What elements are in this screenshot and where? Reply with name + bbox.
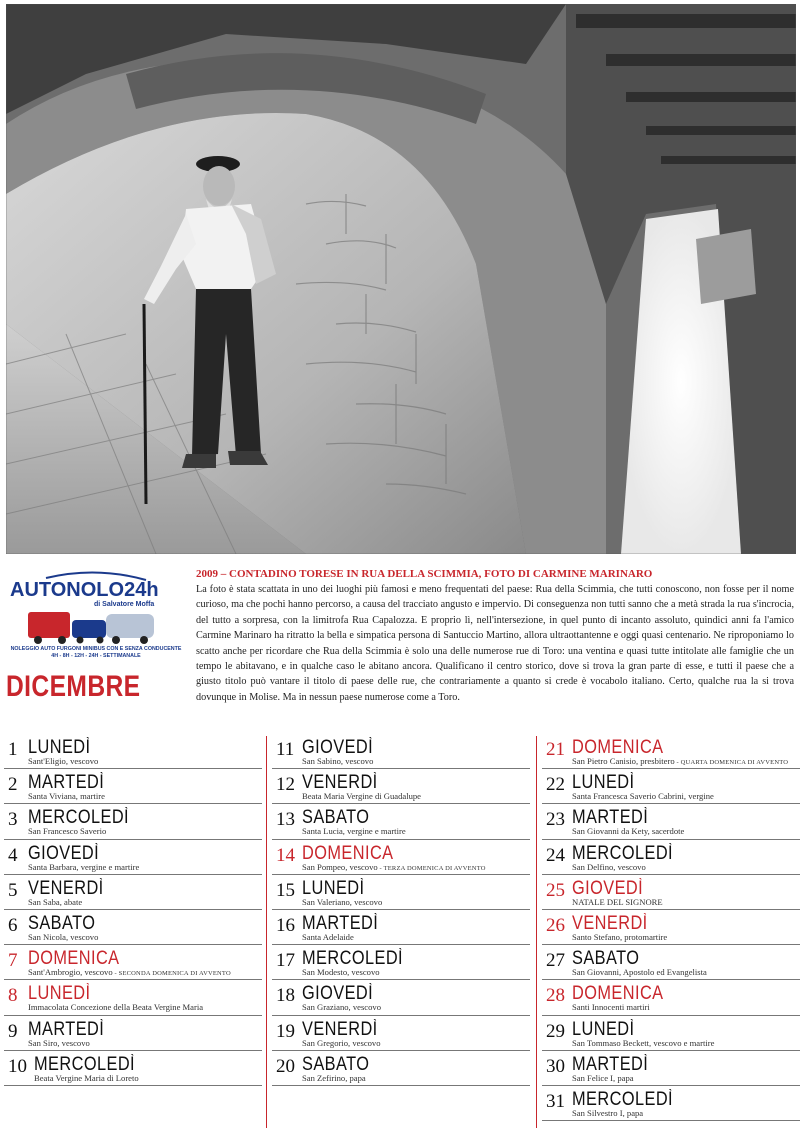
day-row — [4, 840, 262, 875]
saint-name: Sant'Eligio, vescovo — [28, 756, 99, 766]
day-number: 31 — [546, 1090, 565, 1112]
saint-of-day — [572, 756, 788, 766]
saint-of-day — [28, 826, 106, 836]
day-number: 24 — [546, 844, 565, 866]
weekday-name: MARTEDÌ — [28, 1018, 105, 1040]
day-row — [542, 840, 800, 875]
weekday-name: GIOVEDÌ — [28, 842, 100, 864]
sponsor-logo — [6, 568, 186, 660]
saint-of-day — [28, 791, 105, 801]
saint-of-day — [302, 756, 373, 766]
weekday-name: GIOVEDÌ — [572, 877, 644, 899]
day-number: 7 — [8, 950, 18, 972]
saint-of-day — [572, 1002, 650, 1012]
saint-name: San Felice I, papa — [572, 1072, 634, 1083]
saint-of-day — [302, 826, 406, 836]
weekday-name: MARTEDÌ — [302, 912, 379, 934]
day-number: 9 — [8, 1020, 18, 1042]
day-number: 3 — [8, 809, 18, 831]
saint-of-day — [28, 932, 98, 942]
day-row — [272, 1016, 530, 1051]
saint-name: Santa Francesca Saverio Cabrini, vergine — [572, 791, 714, 802]
saint-of-day — [572, 932, 667, 942]
cover-photo — [6, 4, 796, 554]
weekday-name: MARTEDÌ — [572, 807, 649, 829]
day-row — [542, 1086, 800, 1121]
day-number: 21 — [546, 739, 565, 760]
day-number: 5 — [8, 879, 18, 901]
weekday-name: MARTEDÌ — [572, 1053, 649, 1075]
month-title: DICEMBRE — [6, 670, 141, 703]
caption-title: 2009 – CONTADINO TORESE IN RUA DELLA SCIMMIA, FOTO DI CARMINE MARINARO — [196, 568, 653, 580]
day-row — [4, 769, 262, 804]
weekday-name: GIOVEDÌ — [302, 737, 374, 758]
day-row — [542, 804, 800, 839]
liturgical-note: - TERZA DOMENICA DI AVVENTO — [377, 864, 486, 872]
saint-name: Santa Barbara, vergine e martire — [28, 861, 140, 872]
saint-name: Beata Vergine Maria di Loreto — [34, 1072, 139, 1083]
weekday-name: VENERDÌ — [302, 1018, 378, 1040]
weekday-name: DOMENICA — [572, 983, 664, 1005]
weekday-name: LUNEDÌ — [302, 877, 365, 899]
saint-name: Immacolata Concezione della Beata Vergine Maria — [28, 1002, 204, 1013]
weekday-name: GIOVEDÌ — [302, 983, 374, 1005]
day-row — [272, 1051, 530, 1086]
day-row — [542, 980, 800, 1015]
weekday-name: MERCOLEDÌ — [572, 842, 674, 864]
saint-name: Santa Adelaide — [302, 931, 354, 942]
saint-of-day — [28, 1002, 203, 1012]
saint-of-day — [28, 756, 98, 766]
weekday-name: DOMENICA — [28, 948, 120, 970]
weekday-name: SABATO — [572, 948, 640, 970]
day-row — [272, 875, 530, 910]
saint-name: San Giovanni, Apostolo ed Evangelista — [572, 967, 707, 978]
weekday-name: MARTEDÌ — [28, 772, 105, 794]
saint-name: San Pompeo, vescovo — [302, 861, 378, 872]
liturgical-note: - QUARTA DOMENICA DI AVVENTO — [674, 759, 789, 766]
day-number: 23 — [546, 809, 565, 831]
caption-body: La foto è stata scattata in uno dei luoghi più famosi e meno frequentati del paese: Rua della Scimmia, che tutti conoscono, non fosse per il nome curioso, ma che pochi hanno percorso, a causa del tracciato angusto e impervio. Di conseguenza non tutti sanno che a metà strada la rua s'incrocia, del tutto a sorpresa, con la limitrofa Rua Capalozza. E proprio lì, nell'intersezione, in quel punto di incanto assoluto, quindici anni fa l'amico Carmine Marinaro ha ritratto la bella e simpatica persona di Santuccio Martino, allora ultraottantenne e oggi quasi centenario. Ne riproponiamo lo scatto anche per ricordare che Rua della Scimmia è solo una delle numerose rue di Toro: una ventina e quasi tutte intitolate alle famiglie che un tempo le abitavano, e in qualche caso le abitano ancora. Qualificano il centro storico, dove si trova la gran parte di esse, e tutti il paese che a giusto titolo può vantare il titolo di paese delle rue, che contrariamente a quanto si crede è vocabolo italiano. Certo, qualche rua la si trova dovunque in Molise. Ma in nessun paese numerose come a Toro. — [196, 584, 794, 703]
weekday-name: SABATO — [28, 912, 96, 934]
weekday-name: SABATO — [302, 1053, 370, 1075]
day-row — [542, 1051, 800, 1086]
day-row — [542, 910, 800, 945]
weekday-name: LUNEDÌ — [28, 983, 91, 1005]
day-row — [542, 875, 800, 910]
saint-name: San Saba, abate — [28, 896, 83, 907]
day-number: 14 — [276, 844, 295, 866]
saint-of-day — [302, 791, 421, 801]
day-row — [4, 875, 262, 910]
weekday-name: DOMENICA — [302, 842, 394, 864]
saint-name: Santo Stefano, protomartire — [572, 931, 668, 942]
day-row — [272, 945, 530, 980]
saint-name: San Delfino, vescovo — [572, 861, 646, 872]
day-number: 16 — [276, 914, 295, 936]
saint-of-day — [302, 1038, 381, 1048]
saint-of-day — [302, 897, 382, 907]
saint-name: Beata Maria Vergine di Guadalupe — [302, 791, 421, 802]
saint-name: San Siro, vescovo — [28, 1037, 90, 1048]
weekday-name: LUNEDÌ — [28, 737, 91, 758]
saint-of-day — [28, 897, 82, 907]
photo-caption — [196, 568, 794, 705]
day-number: 13 — [276, 809, 295, 831]
day-row — [4, 980, 262, 1015]
saint-name: San Valeriano, vescovo — [302, 896, 383, 907]
saint-of-day — [302, 862, 486, 872]
day-row — [4, 910, 262, 945]
day-row — [4, 734, 262, 769]
saint-name: San Gregorio, vescovo — [302, 1037, 381, 1048]
day-row — [542, 769, 800, 804]
calendar-column-1 — [4, 734, 262, 1086]
day-row — [272, 804, 530, 839]
saint-name: San Modesto, vescovo — [302, 967, 380, 978]
saint-name: NATALE DEL SIGNORE — [572, 896, 663, 907]
saint-of-day — [302, 1073, 366, 1083]
saint-of-day — [572, 826, 684, 836]
column-divider — [536, 736, 537, 1128]
weekday-name: VENERDÌ — [572, 912, 648, 934]
day-number: 30 — [546, 1055, 565, 1077]
day-number: 29 — [546, 1020, 565, 1042]
saint-name: San Graziano, vescovo — [302, 1002, 381, 1013]
weekday-name: MERCOLEDÌ — [572, 1088, 674, 1110]
day-number: 11 — [276, 739, 295, 760]
saint-name: San Silvestro I, papa — [572, 1107, 644, 1118]
day-number: 6 — [8, 914, 18, 936]
day-row — [4, 804, 262, 839]
day-number: 25 — [546, 879, 565, 901]
weekday-name: LUNEDÌ — [572, 1018, 635, 1040]
weekday-name: MERCOLEDÌ — [34, 1053, 136, 1075]
weekday-name: MERCOLEDÌ — [302, 948, 404, 970]
logo-durations: 4H - 8H - 12H - 24H - SETTIMANALE — [51, 653, 141, 659]
day-number: 22 — [546, 774, 565, 796]
day-row — [272, 769, 530, 804]
day-number: 4 — [8, 844, 18, 866]
logo-brand: AUTONOLO24h — [10, 579, 159, 601]
weekday-name: VENERDÌ — [28, 877, 104, 899]
day-number: 8 — [8, 985, 18, 1007]
day-number: 20 — [276, 1055, 295, 1077]
day-row — [4, 1016, 262, 1051]
saint-of-day — [28, 862, 139, 872]
column-divider — [266, 736, 267, 1128]
saint-of-day — [572, 967, 707, 977]
saint-of-day — [572, 897, 663, 907]
day-number: 10 — [8, 1055, 27, 1077]
day-row — [272, 910, 530, 945]
saint-of-day — [572, 1038, 714, 1048]
day-row — [542, 1016, 800, 1051]
day-row — [272, 734, 530, 769]
saint-name: Sant'Ambrogio, vescovo — [28, 967, 113, 978]
saint-of-day — [572, 1073, 634, 1083]
saint-of-day — [572, 791, 714, 801]
day-number: 2 — [8, 774, 18, 796]
calendar-column-3 — [542, 734, 800, 1121]
logo-owner: di Salvatore Moffa — [94, 601, 155, 608]
day-number: 26 — [546, 914, 565, 936]
weekday-name: MERCOLEDÌ — [28, 807, 130, 829]
saint-name: Santa Viviana, martire — [28, 791, 105, 802]
saint-of-day — [302, 932, 354, 942]
saint-name: San Francesco Saverio — [28, 826, 107, 837]
day-number: 28 — [546, 985, 565, 1007]
day-number: 1 — [8, 739, 18, 760]
day-number: 12 — [276, 774, 295, 796]
saint-name: San Zefirino, papa — [302, 1072, 366, 1083]
weekday-name: LUNEDÌ — [572, 772, 635, 794]
day-row — [272, 980, 530, 1015]
saint-name: San Sabino, vescovo — [302, 756, 374, 766]
day-number: 15 — [276, 879, 295, 901]
day-number: 19 — [276, 1020, 295, 1042]
saint-name: Santa Lucia, vergine e martire — [302, 826, 406, 837]
day-row — [4, 1051, 262, 1086]
saint-name: San Giovanni da Kety, sacerdote — [572, 826, 685, 837]
day-number: 18 — [276, 985, 295, 1007]
day-row — [4, 945, 262, 980]
saint-name: San Pietro Canisio, presbitero — [572, 756, 675, 766]
saint-of-day — [34, 1073, 139, 1083]
saint-name: Santi Innocenti martiri — [572, 1002, 650, 1013]
weekday-name: SABATO — [302, 807, 370, 829]
liturgical-note: - SECONDA DOMENICA DI AVVENTO — [112, 970, 231, 978]
day-row — [542, 734, 800, 769]
saint-of-day — [28, 1038, 90, 1048]
day-row — [272, 840, 530, 875]
saint-of-day — [28, 967, 231, 977]
weekday-name: DOMENICA — [572, 737, 664, 758]
day-row — [542, 945, 800, 980]
saint-of-day — [302, 1002, 381, 1012]
saint-of-day — [572, 862, 646, 872]
saint-name: San Nicola, vescovo — [28, 931, 99, 942]
logo-service: NOLEGGIO AUTO FURGONI MINIBUS CON E SENZA CONDUCENTE — [10, 646, 182, 652]
saint-of-day — [572, 1108, 643, 1118]
weekday-name: VENERDÌ — [302, 772, 378, 794]
saint-of-day — [302, 967, 380, 977]
day-number: 27 — [546, 950, 565, 972]
saint-name: San Tommaso Beckett, vescovo e martire — [572, 1037, 715, 1048]
logo-graphic — [6, 568, 186, 660]
calendar-column-2 — [272, 734, 530, 1086]
day-number: 17 — [276, 950, 295, 972]
